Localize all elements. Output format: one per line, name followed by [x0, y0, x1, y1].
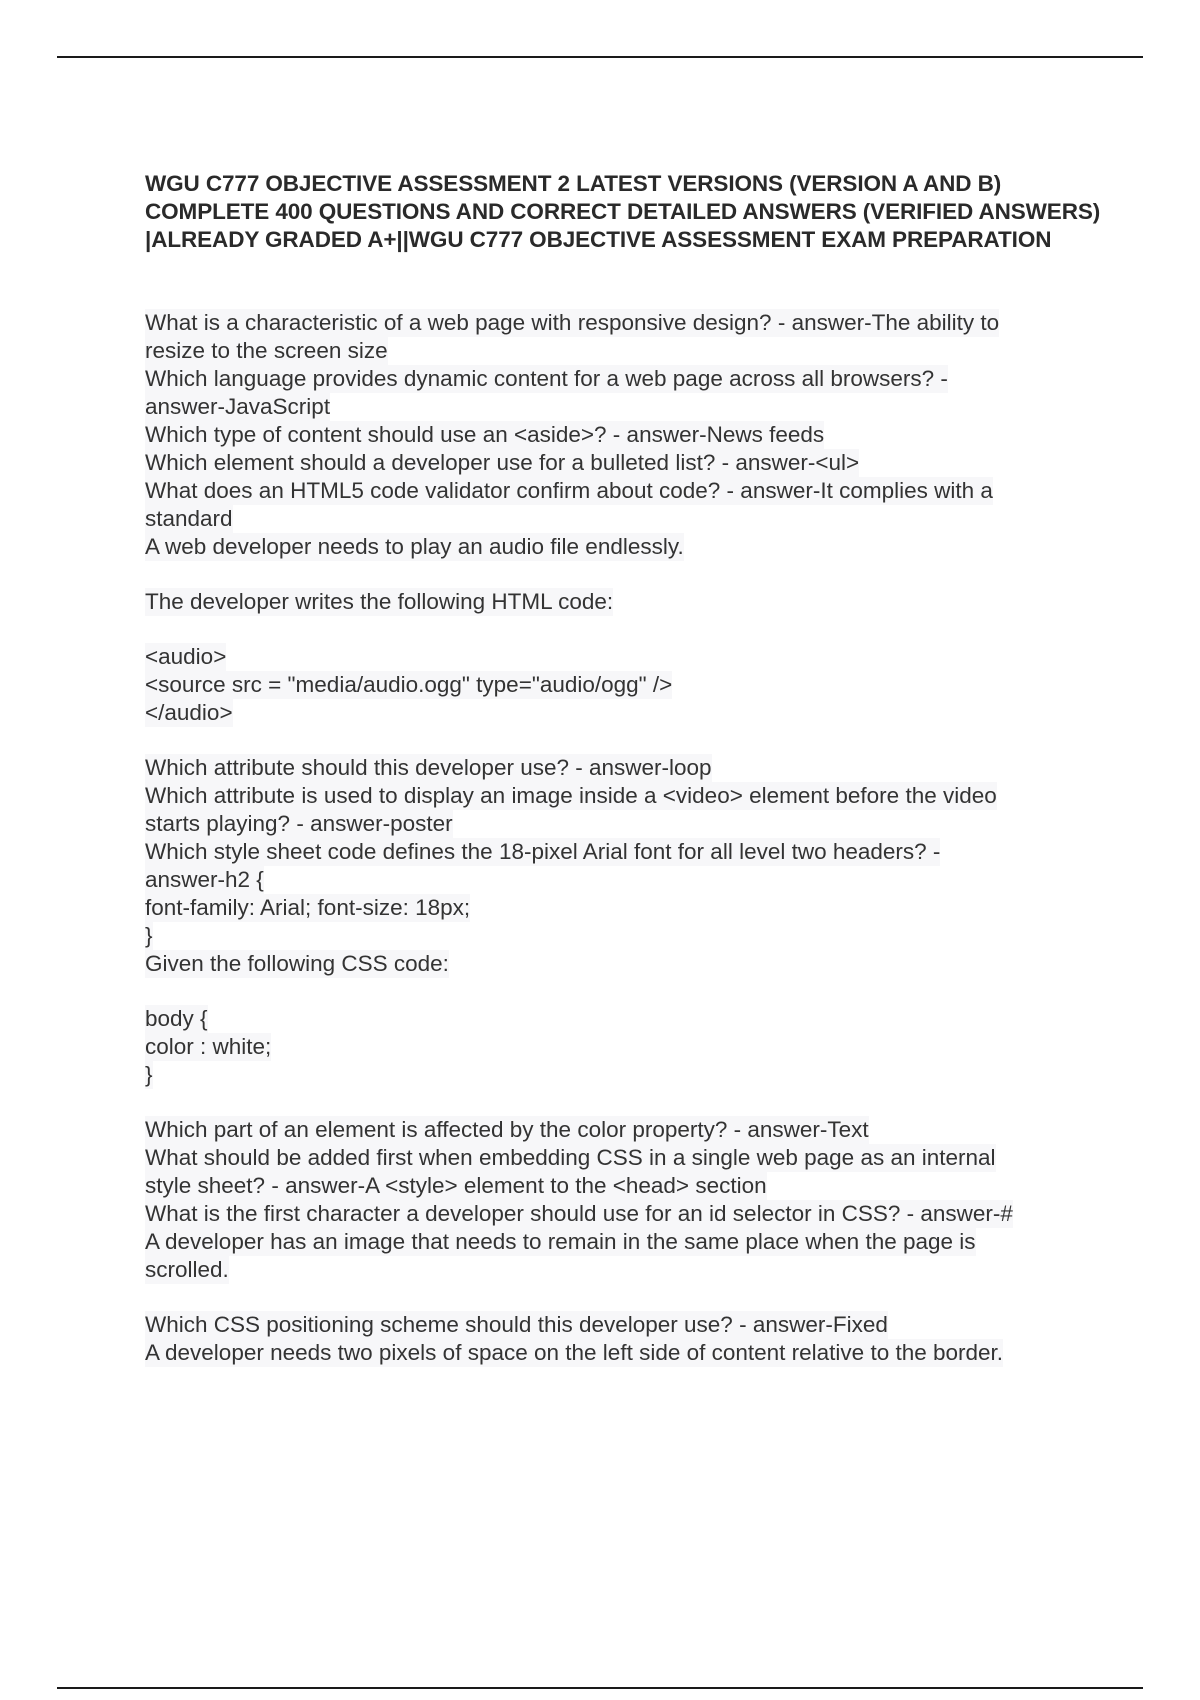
text-line: scrolled.	[145, 1257, 229, 1282]
text-line: <audio>	[145, 644, 227, 669]
text-line: A web developer needs to play an audio file endlessly.	[145, 534, 684, 559]
text-line: What does an HTML5 code validator confirm about code? - answer-It complies with a	[145, 478, 993, 503]
text-line: A developer has an image that needs to remain in the same place when the page is	[145, 1229, 976, 1254]
blank-line	[145, 978, 1105, 1005]
text-line: <source src = "media/audio.ogg" type="audio/ogg" />	[145, 672, 673, 697]
text-line: What is the first character a developer should use for an id selector in CSS? - answer-#	[145, 1201, 1013, 1226]
text-line: </audio>	[145, 700, 233, 725]
text-line: }	[145, 923, 153, 948]
blank-line	[145, 1284, 1105, 1311]
text-line: body {	[145, 1006, 208, 1031]
blank-line	[145, 1089, 1105, 1116]
text-line: }	[145, 1062, 153, 1087]
text-line: Given the following CSS code:	[145, 951, 449, 976]
text-line: font-family: Arial; font-size: 18px;	[145, 895, 471, 920]
text-line: The developer writes the following HTML code:	[145, 589, 614, 614]
blank-line	[145, 561, 1105, 588]
text-line: Which attribute should this developer use? - answer-loop	[145, 755, 712, 780]
text-line: What should be added first when embedding CSS in a single web page as an internal	[145, 1145, 996, 1170]
text-line: answer-h2 {	[145, 867, 264, 892]
bottom-rule	[57, 1687, 1143, 1689]
text-line: standard	[145, 506, 233, 531]
top-rule	[57, 56, 1143, 58]
text-line: Which part of an element is affected by the color property? - answer-Text	[145, 1117, 869, 1142]
text-line: A developer needs two pixels of space on the left side of content relative to the border.	[145, 1340, 1004, 1365]
text-line: Which attribute is used to display an image inside a <video> element before the video	[145, 783, 997, 808]
text-line: Which style sheet code defines the 18-pixel Arial font for all level two headers? -	[145, 839, 941, 864]
text-line: starts playing? - answer-poster	[145, 811, 453, 836]
text-line: answer-JavaScript	[145, 394, 331, 419]
blank-line	[145, 616, 1105, 643]
text-line: resize to the screen size	[145, 338, 388, 363]
text-line: Which type of content should use an <aside>? - answer-News feeds	[145, 422, 825, 447]
text-line: What is a characteristic of a web page with responsive design? - answer-The ability to	[145, 310, 1000, 335]
text-line: style sheet? - answer-A <style> element to the <head> section	[145, 1173, 767, 1198]
text-line: color : white;	[145, 1034, 272, 1059]
blank-line	[145, 727, 1105, 754]
text-line: Which CSS positioning scheme should this developer use? - answer-Fixed	[145, 1312, 888, 1337]
document-body	[145, 309, 1105, 1367]
text-line: Which element should a developer use for a bulleted list? - answer-<ul>	[145, 450, 860, 475]
document-title: WGU C777 OBJECTIVE ASSESSMENT 2 LATEST VERSIONS (VERSION A AND B) COMPLETE 400 QUESTIONS AND CORRECT DETAILED ANSWERS (VERIFIED ANSWERS) |ALREADY GRADED A+||WGU C777 OBJECTIVE ASSESSMENT EXAM PREPARATION	[145, 171, 1101, 252]
document-content	[145, 170, 1105, 1367]
text-line: Which language provides dynamic content for a web page across all browsers? -	[145, 366, 948, 391]
